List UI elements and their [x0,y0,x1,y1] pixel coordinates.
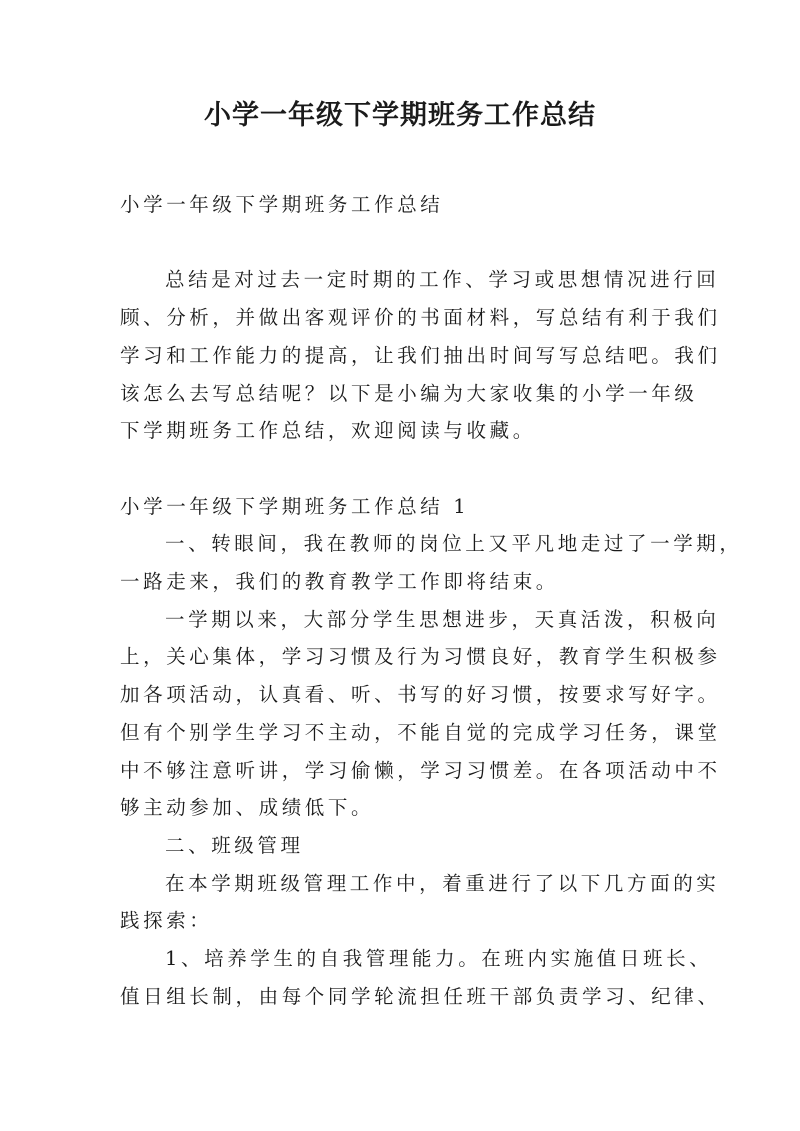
paragraph-line: 践探索： [120,909,213,933]
paragraph-2 [120,601,721,827]
paragraph-line: 该怎么去写总结呢？以下是小编为大家收集的小学一年级 [120,381,698,405]
paragraph-line: 下学期班务工作总结，欢迎阅读与收藏。 [120,419,536,443]
paragraph-line: 值日组长制，由每个同学轮流担任班干部负责学习、纪律、 [120,984,721,1008]
paragraph-line: 够主动参加、成绩低下。 [120,796,375,820]
paragraph-line: 学习和工作能力的提高，让我们抽出时间写写总结吧。我们 [120,343,721,367]
paragraph-line: 上，关心集体，学习习惯及行为习惯良好，教育学生积极参 [120,645,721,669]
paragraph-line: 顾、分析，并做出客观评价的书面材料，写总结有利于我们 [120,306,721,330]
paragraph-line: 中不够注意听讲，学习偷懒，学习习惯差。在各项活动中不 [120,758,721,782]
paragraph-line: 一、转眼间，我在教师的岗位上又平凡地走过了一学期， [165,532,743,556]
intro-paragraph [120,261,721,450]
paragraph-line: 但有个别学生学习不主动，不能自觉的完成学习任务，课堂 [120,720,721,744]
paragraph-line: 一学期以来，大部分学生思想进步，天真活泼，积极向 [165,607,720,631]
paragraph-line: 一路走来，我们的教育教学工作即将结束。 [120,570,559,593]
spacer [120,224,686,262]
paragraph-line: 1、培养学生的自我管理能力。在班内实施值日班长、 [165,947,713,971]
paragraph-line: 总结是对过去一定时期的工作、学习或思想情况进行回 [165,268,720,292]
document-title: 小学一年级下学期班务工作总结 [204,100,596,131]
paragraph-4 [120,940,721,1015]
paragraph-line: 在本学期班级管理工作中，着重进行了以下几方面的实 [165,871,720,895]
section-heading: 小学一年级下学期班务工作总结 1 [120,494,470,518]
document-subtitle: 小学一年级下学期班务工作总结 [120,193,444,216]
paragraph-line: 加各项活动，认真看、听、书写的好习惯，按要求写好字。 [120,683,721,707]
paragraph-1 [120,525,743,600]
paragraph-3 [120,865,720,940]
document-body [120,186,743,1015]
spacer [120,450,686,488]
subheading-class-management: 二、班级管理 [165,833,304,857]
